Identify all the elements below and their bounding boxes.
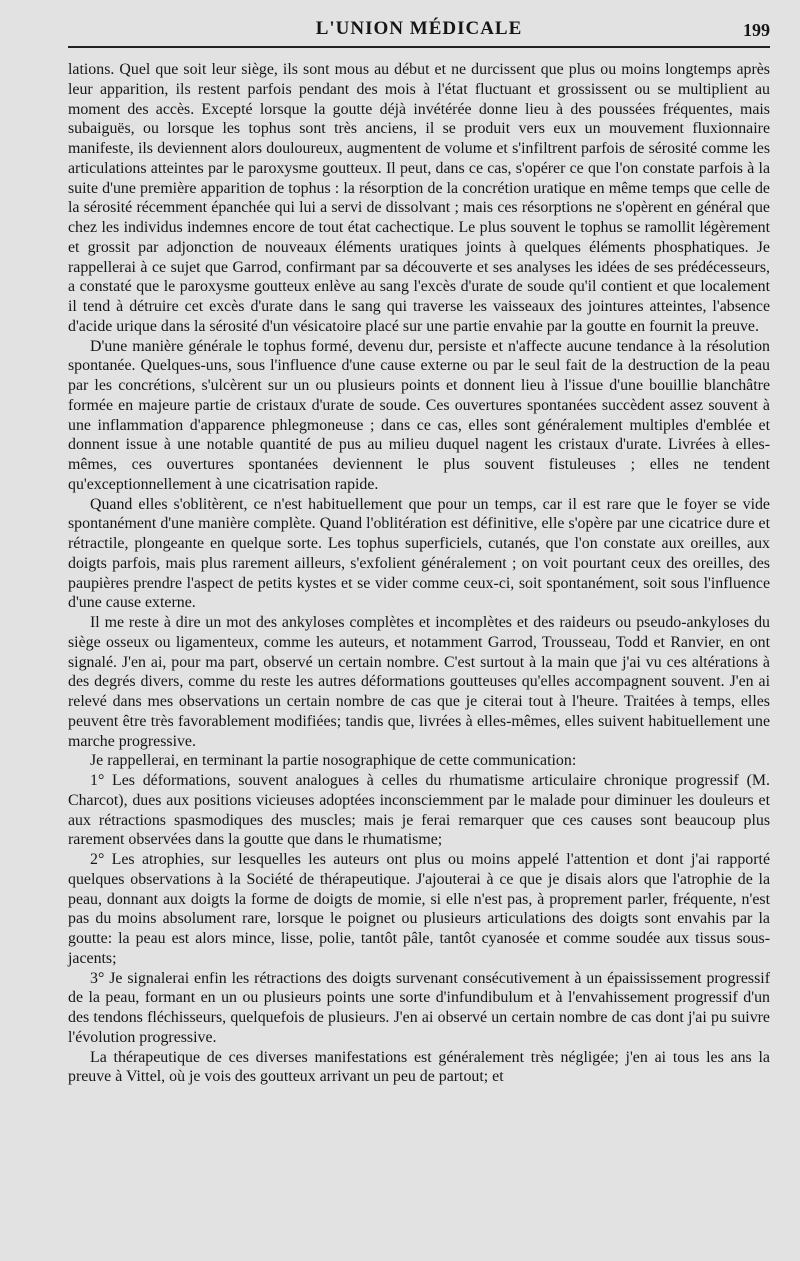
list-item-paragraph: 1° Les déformations, souvent analogues à celles du rhumatisme articulaire chronique progressif (M. Charcot), dues aux positions vicieuses adoptées inconsciemment par le malade pour diminuer les douleurs et aux rétractions spasmodiques des muscles; mais je ferai remarquer que ces causes sont beaucoup plus rarement observées dans la goutte que dans le rhumatisme;	[68, 772, 770, 849]
paragraph: La thérapeutique de ces diverses manifestations est généralement très négligée; j'en ai tous les ans la preuve à Vittel, où je vois des goutteux arrivant un peu de partout; et	[68, 1048, 770, 1086]
paragraph: Il me reste à dire un mot des ankyloses complètes et incomplètes et des raideurs ou pseudo-ankyloses du siège osseux ou ligamenteux, comme les auteurs, et notamment Garrod, Trousseau, Todd et Ranvier, en ont signalé. J'en ai, pour ma part, observé un certain nombre. C'est surtout à la main que j'ai vu ces altérations à des degrés divers, comme du reste les autres déformations goutteuses qu'elles accompagnent souvent. J'en ai relevé dans mes observations un certain nombre de cas que je citerai tout à l'heure. Traitées à temps, elles peuvent être très favorablement modifiées; tandis que, livrées à elles-mêmes, elles suivent habituellement une marche progressive.	[68, 614, 770, 750]
paragraph: Je rappellerai, en terminant la partie nosographique de cette communication:	[90, 752, 577, 770]
running-head: L'UNION MÉDICALE	[315, 18, 523, 39]
list-item-paragraph: 2° Les atrophies, sur lesquelles les auteurs ont plus ou moins appelé l'attention et dont j'ai rapporté quelques observations à la Société de thérapeutique. J'ajouterai à ce que je disais alors que l'atrophie de la peau, donnant aux doigts la forme de doigts de momie, si elle n'est pas, à proprement parler, fréquente, n'est pas du moins absolument rare, lorsque le poignet ou plusieurs articulations des doigts sont envahis par la goutte: la peau est alors mince, lisse, polie, tantôt pâle, tantôt cyanosée et comme soudée aux tissus sous-jacents;	[68, 851, 770, 967]
header-rule	[68, 46, 770, 48]
list-item-paragraph: 3° Je signalerai enfin les rétractions des doigts survenant consécutivement à un épaississement progressif de la peau, formant en un ou plusieurs points une sorte d'infundibulum et à l'envahissement progressif d'un des tendons fléchisseurs, quelquefois de plusieurs. J'en ai observé un certain nombre de cas dont j'ai pu suivre l'évolution progressive.	[68, 969, 770, 1046]
page-header	[68, 14, 770, 42]
paragraph: D'une manière générale le tophus formé, devenu dur, persiste et n'affecte aucune tendance à la résolution spontanée. Quelques-uns, sous l'influence d'une cause externe ou par le seul fait de la destruction de la peau par les concrétions, s'ulcèrent sur un ou plusieurs points et donnent lieu à l'issue d'une bouillie blanchâtre formée en majeure partie de cristaux d'urate de soude. Ces ouvertures spontanées succèdent assez souvent à une inflammation d'apparence phlegmoneuse ; dans ce cas, elles sont généralement multiples d'emblée et donnent issue à une notable quantité de pus au milieu duquel nagent les cristaux d'urate. Livrées à elles-mêmes, ces ouvertures spontanées deviennent le plus souvent fistuleuses ; elles ne tendent qu'exceptionnellement à une cicatrisation rapide.	[68, 337, 770, 493]
page-number: 199	[743, 20, 770, 40]
paragraph: lations. Quel que soit leur siège, ils sont mous au début et ne durcissent que plus ou moins longtemps après leur apparition, ils restent parfois pendant des mois à l'état fluctuant et grossissent ou se multiplient au moment des accès. Excepté lorsque la goutte déjà invétérée donne lieu à des poussées fréquentes, mais subaiguës, ou lorsque les tophus sont très anciens, il se produit vers eux un mouvement fluxionnaire manifeste, ils deviennent alors douloureux, augmentent de volume et s'infiltrent parfois de sérosité comme les articulations atteintes par le paroxysme goutteux. Il peut, dans ce cas, s'opérer ce que l'on constate parfois à la suite d'une première apparition de tophus : la résorption de la concrétion uratique en même temps que celle de la sérosité récemment épanchée qui lui a servi de dissolvant ; mais ces résorptions ne s'opèrent en général que chez les individus indemnes encore de tout état cachectique. Le plus souvent le tophus se ramollit légèrement et grossit par adjonction de nouveaux éléments uratiques joints à quelques éléments phosphatiques. Je rappellerai à ce sujet que Garrod, confirmant par sa découverte et ses analyses les idées de ses prédécesseurs, a constaté que le paroxysme goutteux enlève au sang l'excès d'urate de soude qu'il contient et que localement il tend à détruire cet excès d'urate dans le sang qui traverse les vaisseaux des jointures atteintes, l'absence d'acide urique dans la sérosité d'un vésicatoire placé sur une partie envahie par la goutte en fournit la preuve.	[68, 61, 770, 335]
paragraph: Quand elles s'oblitèrent, ce n'est habituellement que pour un temps, car il est rare que le foyer se vide spontanément d'une manière complète. Quand l'oblitération est définitive, elle s'opère par une cicatrice dure et rétractile, plongeante en quelque sorte. Les tophus superficiels, cutanés, que l'on constate aux oreilles, aux doigts parfois, mais plus rarement ailleurs, s'exfolient généralement ; on voit pourtant ceux des oreilles, des paupières prendre l'aspect de petits kystes et se vider comme ceux-ci, soit spontanément, soit sous l'influence d'une cause externe.	[68, 495, 770, 612]
article-body	[68, 60, 770, 1087]
